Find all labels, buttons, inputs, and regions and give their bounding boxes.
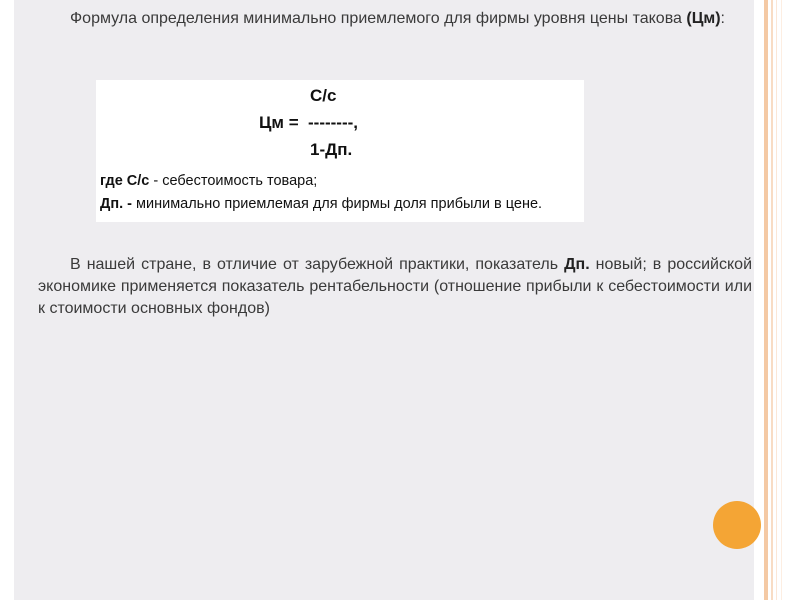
decorative-stripe <box>771 0 773 600</box>
legend-term: где С/с <box>100 173 150 189</box>
formula-fraction-bar: --------, <box>308 113 359 132</box>
note-text-before: В нашей стране, в отличие от зарубежной практики, показатель <box>70 256 565 273</box>
formula-image <box>96 80 584 222</box>
note-text-after: новый; в российской экономике применяется показатель рентабельности (отношение прибыли к себестоимости или к стоимости основных фондов) <box>38 256 753 317</box>
intro-paragraph <box>38 8 752 30</box>
legend-term: Дп. - <box>100 196 132 212</box>
decorative-stripe <box>776 0 777 600</box>
formula-numerator: С/с <box>310 86 337 105</box>
decorative-stripe <box>764 0 768 600</box>
formula-legend-line <box>100 173 317 189</box>
formula-lhs: Цм = <box>259 113 299 132</box>
note-bold-term: Дп. <box>564 256 590 273</box>
legend-definition: - себестоимость товара; <box>149 173 318 189</box>
decorative-stripe <box>781 0 782 600</box>
decorative-circle <box>713 501 761 549</box>
intro-bold-term: (Цм) <box>686 10 721 27</box>
formula-legend-line <box>100 196 542 212</box>
note-paragraph <box>38 254 752 320</box>
formula-denominator: 1-Дп. <box>310 140 353 159</box>
intro-tail: : <box>720 10 725 27</box>
legend-definition: минимально приемлемая для фирмы доля прибыли в цене. <box>131 196 543 212</box>
intro-text: Формула определения минимально приемлемого для фирмы уровня цены такова <box>70 10 687 27</box>
